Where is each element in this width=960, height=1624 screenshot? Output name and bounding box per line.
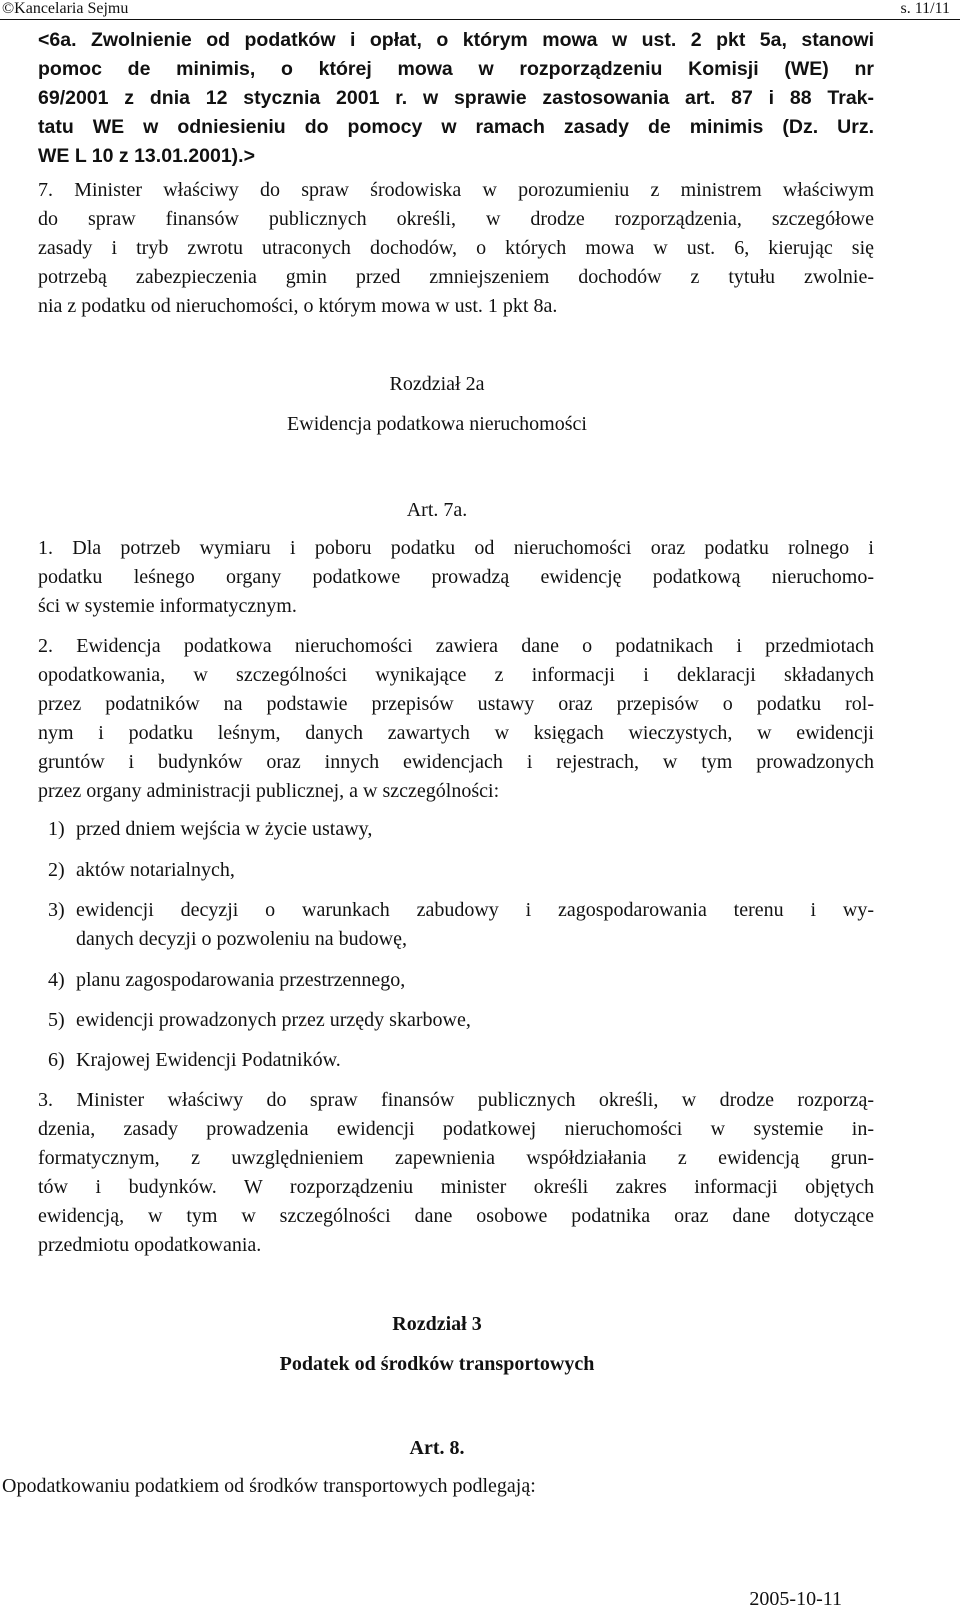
text-line: nym i podatku leśnym, danych zawartych w księgach wieczystych, w ewidencji — [38, 722, 874, 744]
text-line: ewidencją, w tym w szczególności dane osobowe podatnika oraz dane dotyczące — [38, 1205, 874, 1227]
publisher-label: ©Kancelaria Sejmu — [2, 0, 129, 17]
text-line: gruntów i budynków oraz innych ewidencjach i rejestrach, w tym prowadzonych — [38, 751, 874, 773]
list-item-number: 3) — [48, 899, 65, 921]
list-item — [48, 966, 874, 995]
article-7a-paragraph-1 — [38, 534, 874, 621]
text-line: 3. Minister właściwy do spraw finansów publicznych określi, w drodze rozporzą- — [38, 1089, 874, 1111]
text-line: pomoc de minimis, o której mowa w rozporządzeniu Komisji (WE) nr — [38, 58, 874, 80]
list-item-text: przed dniem wejścia w życie ustawy, — [76, 818, 373, 840]
article-8-heading: Art. 8. — [409, 1437, 465, 1459]
chapter-2a-number: Rozdział 2a — [389, 373, 485, 395]
article-7a-heading: Art. 7a. — [406, 499, 468, 521]
text-line: <6a. Zwolnienie od podatków i opłat, o którym mowa w ust. 2 pkt 5a, stanowi — [38, 29, 874, 51]
list-item-number: 1) — [48, 818, 65, 840]
page-header — [0, 0, 960, 20]
text-line: tatu WE w odniesieniu do pomocy w ramach zasady de minimis (Dz. Urz. — [38, 116, 874, 138]
list-item — [48, 1006, 874, 1035]
list-item — [48, 856, 874, 885]
text-line: 1. Dla potrzeb wymiaru i poboru podatku od nieruchomości oraz podatku rolnego i — [38, 537, 874, 559]
text-line: zasady i tryb zwrotu utraconych dochodów, o których mowa w ust. 6, kierując się — [38, 237, 874, 259]
text-line: 2. Ewidencja podatkowa nieruchomości zawiera dane o podatnikach i przedmiotach — [38, 635, 874, 657]
chapter-2a-title: Ewidencja podatkowa nieruchomości — [287, 413, 587, 435]
list-item — [48, 815, 874, 844]
list-item-text: Krajowej Ewidencji Podatników. — [76, 1049, 341, 1071]
article-7a-paragraph-3 — [38, 1086, 874, 1260]
text-line: podatku leśnego organy podatkowe prowadzą ewidencję podatkową nieruchomo- — [38, 566, 874, 588]
list-item-text: danych decyzji o pozwoleniu na budowę, — [76, 928, 408, 950]
list-item-text: planu zagospodarowania przestrzennego, — [76, 969, 406, 991]
text-line: nia z podatku od nieruchomości, o którym mowa w ust. 1 pkt 8a. — [38, 295, 558, 317]
text-line: potrzebą zabezpieczenia gmin przed zmniejszeniem dochodów z tytułu zwolnie- — [38, 266, 874, 288]
text-line: do spraw finansów publicznych określi, w drodze rozporządzenia, szczegółowe — [38, 208, 874, 230]
chapter-3-number: Rozdział 3 — [392, 1313, 482, 1335]
list-item — [48, 896, 874, 954]
text-line: tów i budynków. W rozporządzeniu minister określi zakres informacji objętych — [38, 1176, 874, 1198]
list-item-text: ewidencji decyzji o warunkach zabudowy i zagospodarowania terenu i wy- — [76, 899, 874, 921]
header-divider — [0, 19, 960, 20]
list-item-number: 2) — [48, 859, 65, 881]
footer-date: 2005-10-11 — [749, 1588, 842, 1610]
text-line: WE L 10 z 13.01.2001).> — [38, 145, 255, 167]
text-line: 69/2001 z dnia 12 stycznia 2001 r. w sprawie zastosowania art. 87 i 88 Trak- — [38, 87, 874, 109]
list-item-number: 6) — [48, 1049, 65, 1071]
note-6a-amendment — [38, 26, 874, 171]
text-line: opodatkowania, w szczególności wynikające z informacji i deklaracji składanych — [38, 664, 874, 686]
list-item-number: 4) — [48, 969, 65, 991]
text-line: ści w systemie informatycznym. — [38, 595, 297, 617]
text-line: dzenia, zasady prowadzenia ewidencji podatkowej nieruchomości w systemie in- — [38, 1118, 874, 1140]
text-line: 7. Minister właściwy do spraw środowiska w porozumieniu z ministrem właściwym — [38, 179, 874, 201]
list-item — [48, 1046, 874, 1075]
article-7a-paragraph-2 — [38, 632, 874, 806]
paragraph-7 — [38, 176, 874, 321]
text-line: przez podatników na podstawie przepisów ustawy oraz przepisów o podatku rol- — [38, 693, 874, 715]
list-item-text: aktów notarialnych, — [76, 859, 235, 881]
article-8-intro: Opodatkowaniu podatkiem od środków transportowych podlegają: — [2, 1475, 536, 1497]
page-number: s. 11/11 — [900, 0, 950, 17]
text-line: formatycznym, z uwzględnieniem zapewnienia współdziałania z ewidencją grun- — [38, 1147, 874, 1169]
list-item-text: ewidencji prowadzonych przez urzędy skarbowe, — [76, 1009, 471, 1031]
chapter-3-title: Podatek od środków transportowych — [279, 1353, 595, 1375]
text-line: przedmiotu opodatkowania. — [38, 1234, 262, 1256]
list-item-number: 5) — [48, 1009, 65, 1031]
text-line: przez organy administracji publicznej, a w szczególności: — [38, 780, 500, 802]
